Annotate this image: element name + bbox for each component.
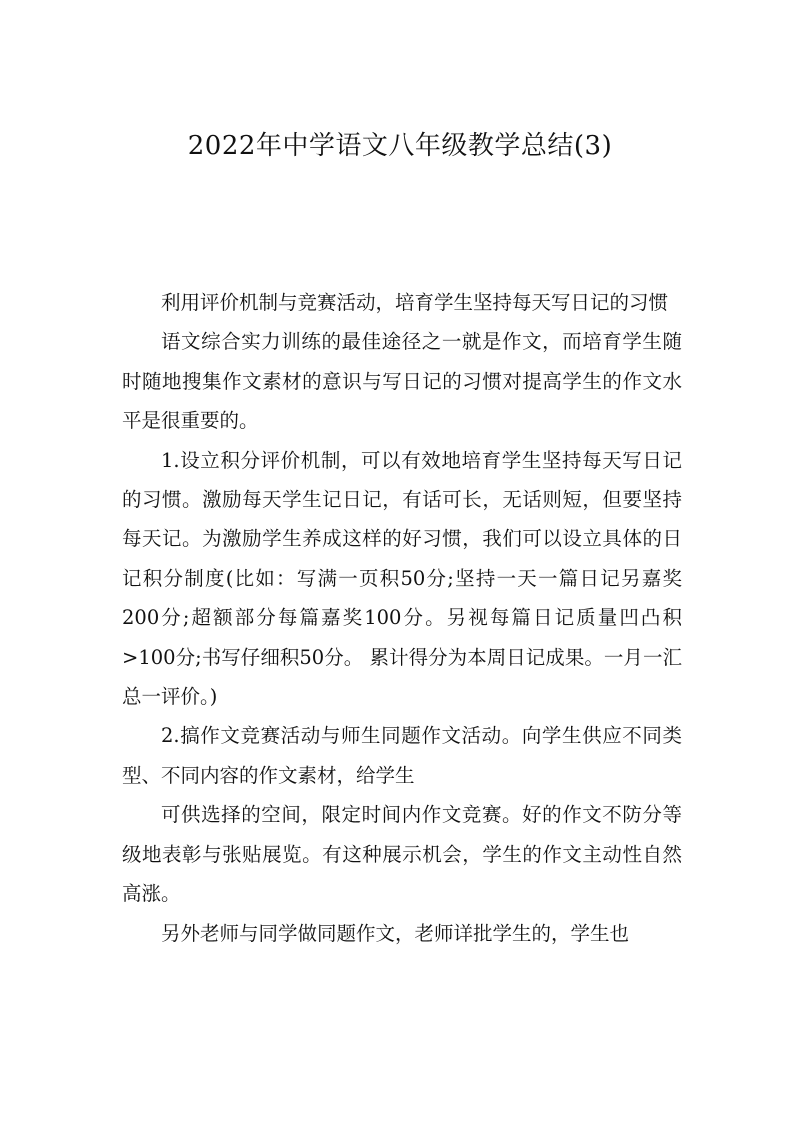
paragraph: 1.设立积分评价机制，可以有效地培育学生坚持每天写日记的习惯。激励每天学生记日记，有话可长，无话则短，但要坚持每天记。为激励学生养成这样的好习惯，我们可以设立具体的日记积分制度(比如：写满一页积50分;坚持一天一篇日记另嘉奖200分;超额部分每篇嘉奖100分。另视每篇日记质量凹凸积>100分;书写仔细积50分。 累计得分为本周日记成果。一月一汇总一评价。) — [122, 448, 682, 709]
paragraph: 可供选择的空间，限定时间内作文竞赛。好的作文不防分等级地表彰与张贴展览。有这种展示机会，学生的作文主动性自然高涨。 — [122, 803, 682, 906]
document-body — [122, 283, 682, 953]
paragraph-heading: 利用评价机制与竞赛活动，培育学生坚持每天写日记的习惯 — [161, 291, 669, 314]
paragraph: 2.搞作文竞赛活动与师生同题作文活动。向学生供应不同类型、不同内容的作文素材，给学生 — [122, 724, 682, 787]
paragraph: 另外老师与同学做同题作文，老师详批学生的，学生也 — [161, 921, 630, 945]
paragraph: 语文综合实力训练的最佳途径之一就是作文，而培育学生随时随地搜集作文素材的意识与写日记的习惯对提高学生的作文水平是很重要的。 — [122, 330, 682, 433]
document-title: 2022年中学语文八年级教学总结(3) — [187, 131, 613, 161]
